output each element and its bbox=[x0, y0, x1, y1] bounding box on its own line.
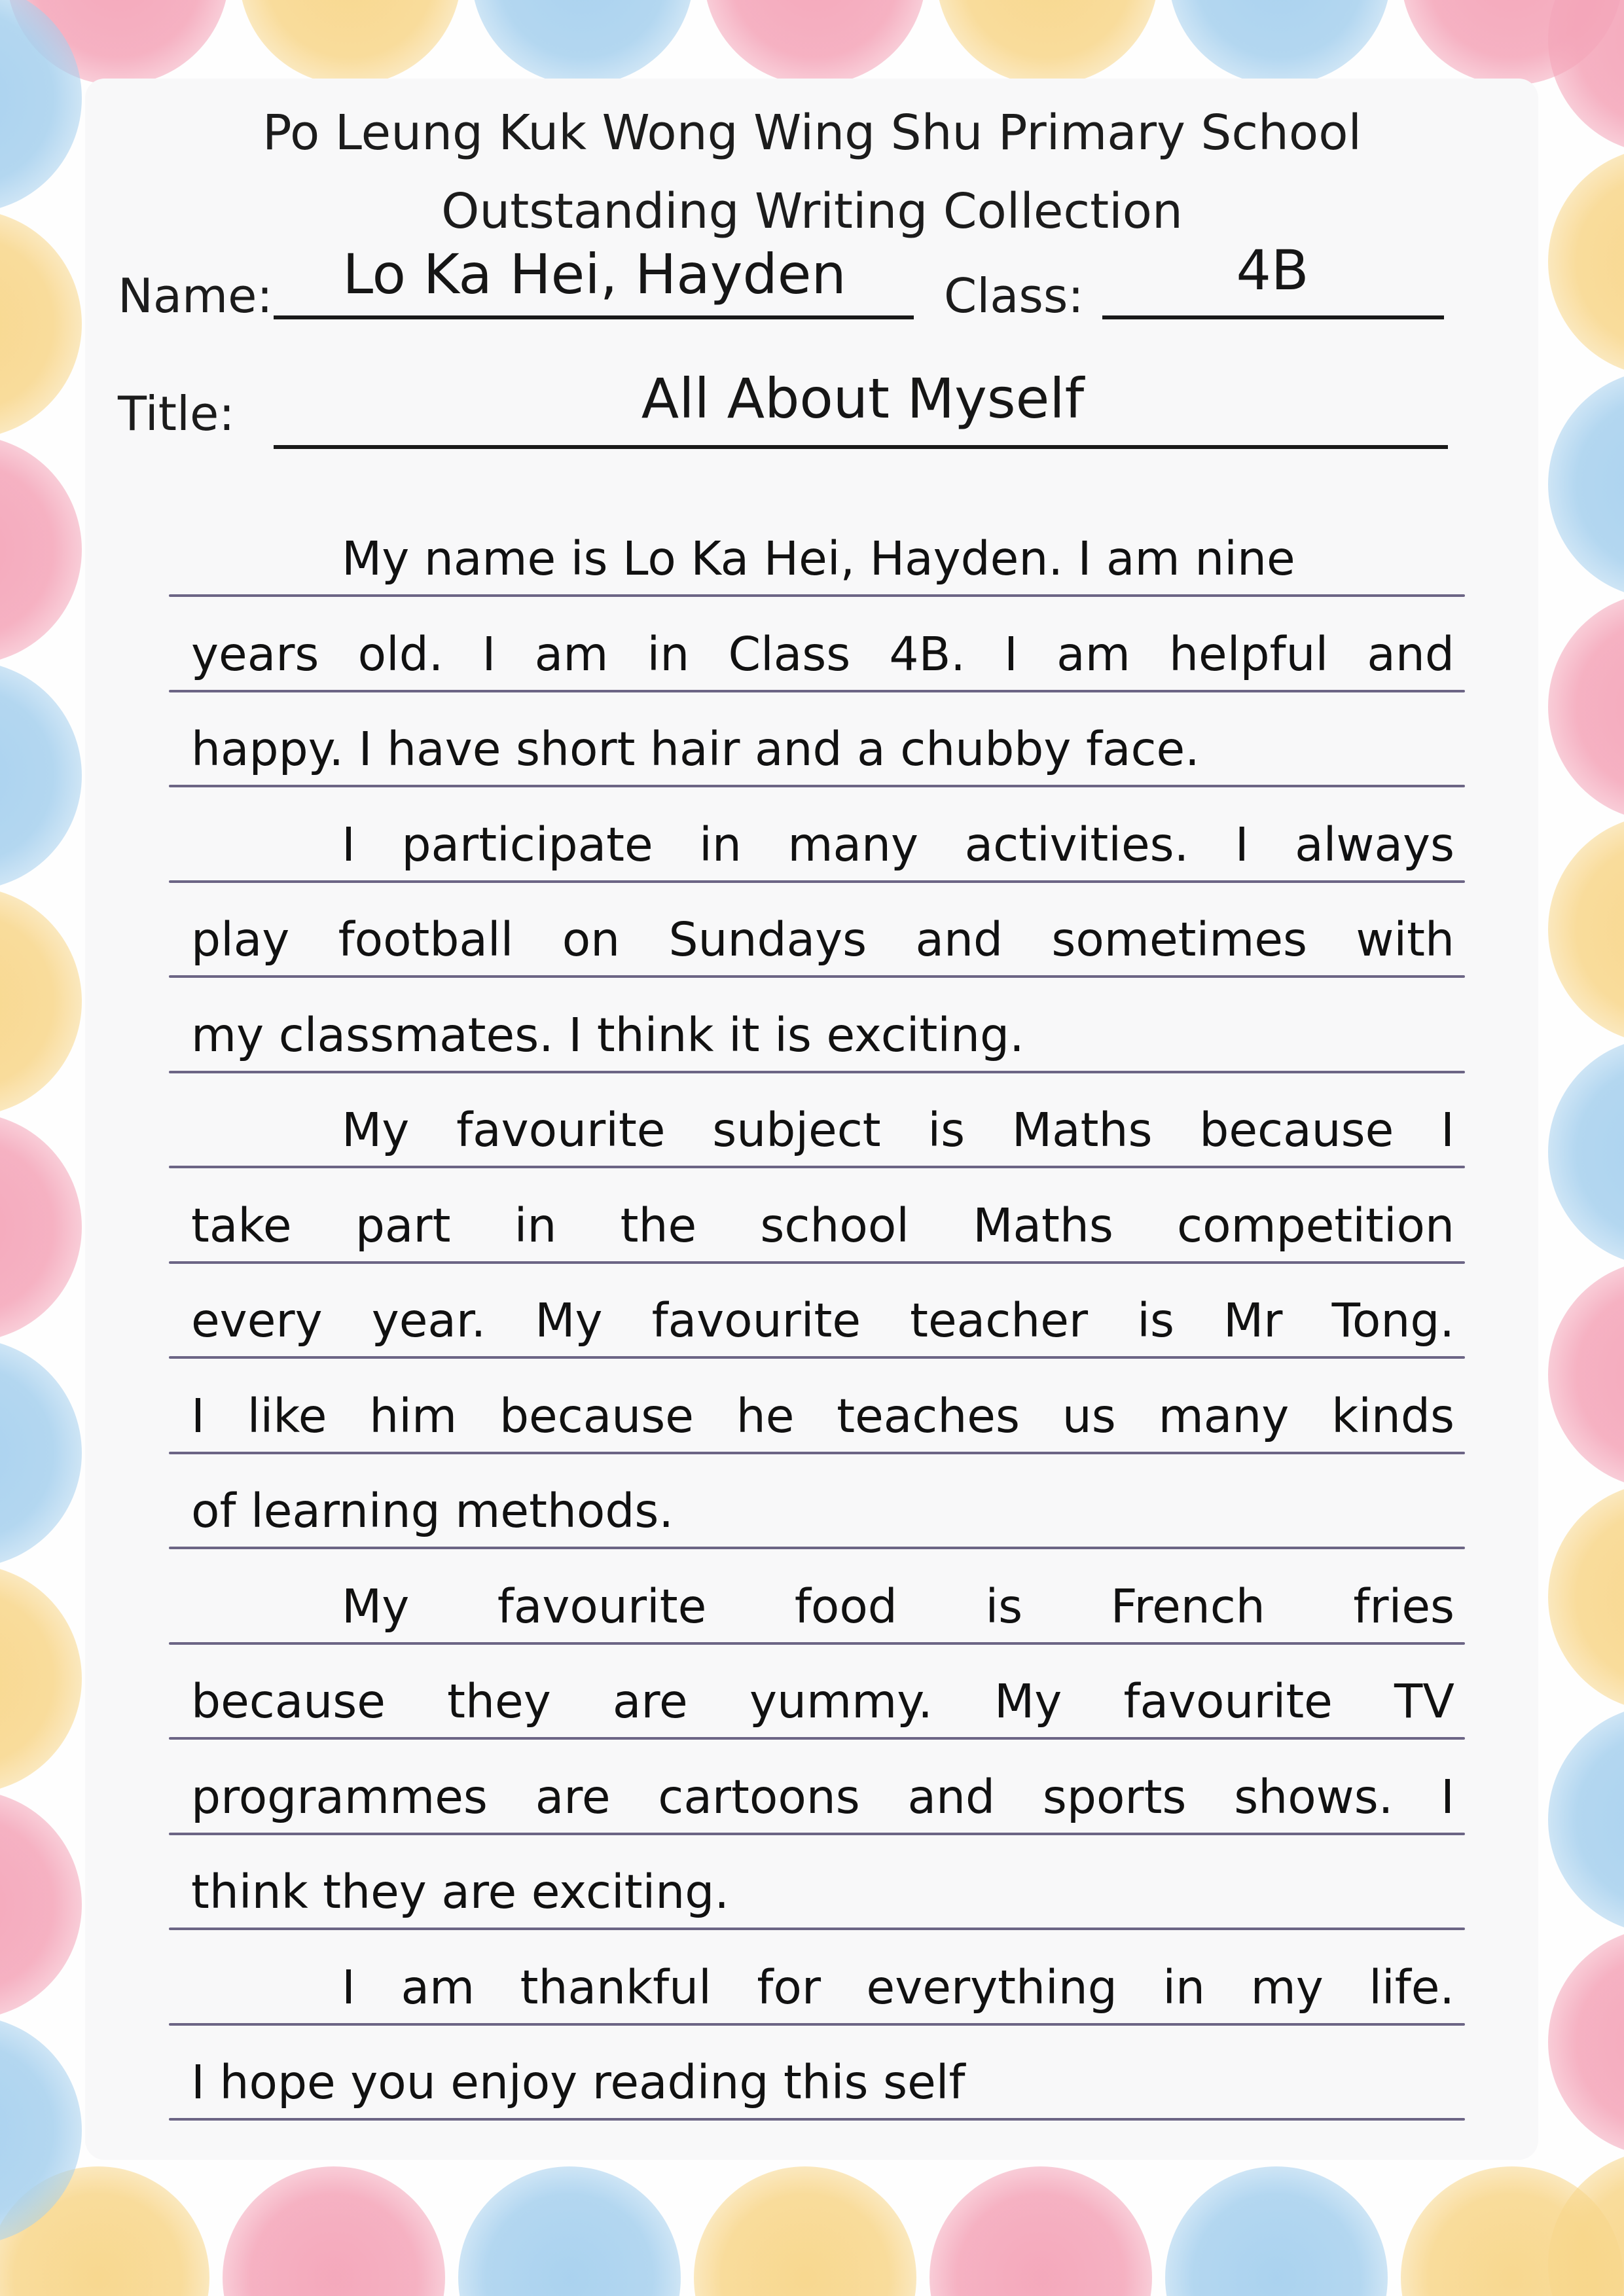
border-dot-right bbox=[1548, 370, 1624, 599]
border-dot-top bbox=[936, 0, 1159, 85]
essay-line: My name is Lo Ka Hei, Hayden. I am nine bbox=[342, 531, 1295, 586]
border-dot-left bbox=[0, 887, 82, 1116]
border-dot-left bbox=[0, 661, 82, 890]
essay-line: I hope you enjoy reading this self bbox=[191, 2055, 965, 2109]
class-value: 4B bbox=[1236, 238, 1309, 302]
name-label: Name: bbox=[118, 268, 273, 323]
border-dot-top bbox=[471, 0, 694, 85]
border-dot-right bbox=[1548, 2150, 1624, 2296]
ruled-line bbox=[169, 1166, 1465, 1168]
border-dot-bottom bbox=[458, 2166, 681, 2296]
border-dot-right bbox=[1548, 815, 1624, 1044]
class-label: Class: bbox=[944, 268, 1084, 323]
class-underline bbox=[1102, 315, 1444, 319]
ruled-line bbox=[169, 1642, 1465, 1645]
ruled-line bbox=[169, 1071, 1465, 1073]
border-dot-right bbox=[1548, 147, 1624, 376]
border-dot-bottom bbox=[1165, 2166, 1388, 2296]
essay-line: take part in the school Maths competition bbox=[191, 1198, 1454, 1253]
border-dot-right bbox=[1548, 1482, 1624, 1712]
essay-line: happy. I have short hair and a chubby face. bbox=[191, 722, 1200, 776]
border-dot-bottom bbox=[694, 2166, 916, 2296]
ruled-line bbox=[169, 2118, 1465, 2121]
border-dot-left bbox=[0, 209, 82, 439]
essay-line: because they are yummy. My favourite TV bbox=[191, 1674, 1454, 1729]
essay-title: All About Myself bbox=[641, 367, 1085, 431]
essay-line: My favourite food is French fries bbox=[342, 1579, 1454, 1634]
ruled-line bbox=[169, 1261, 1465, 1264]
essay-line: of learning methods. bbox=[191, 1484, 674, 1538]
border-dot-top bbox=[1168, 0, 1391, 85]
border-dot-bottom bbox=[223, 2166, 445, 2296]
essay-line: I am thankful for everything in my life. bbox=[342, 1960, 1454, 2015]
border-dot-left bbox=[0, 1113, 82, 1342]
school-name: Po Leung Kuk Wong Wing Shu Primary School bbox=[262, 105, 1362, 161]
ruled-line bbox=[169, 1547, 1465, 1549]
ruled-line bbox=[169, 1356, 1465, 1359]
border-dot-right bbox=[1548, 1260, 1624, 1489]
title-underline bbox=[274, 445, 1448, 449]
ruled-line bbox=[169, 880, 1465, 883]
border-dot-left bbox=[0, 1338, 82, 1568]
ruled-line bbox=[169, 1928, 1465, 1930]
name-underline bbox=[274, 315, 914, 319]
essay-line: My favourite subject is Maths because I bbox=[342, 1103, 1454, 1157]
essay-line: I like him because he teaches us many kinds bbox=[191, 1388, 1454, 1443]
title-label: Title: bbox=[118, 386, 235, 441]
essay-line: every year. My favourite teacher is Mr Tong. bbox=[191, 1293, 1454, 1348]
essay-line: programmes are cartoons and sports shows. I bbox=[191, 1769, 1454, 1824]
border-dot-top bbox=[704, 0, 926, 85]
ruled-line bbox=[169, 2023, 1465, 2026]
essay-line: I participate in many activities. I always bbox=[342, 817, 1454, 872]
ruled-line bbox=[169, 690, 1465, 692]
ruled-line bbox=[169, 1833, 1465, 1835]
name-value: Lo Ka Hei, Hayden bbox=[342, 242, 846, 306]
ruled-line bbox=[169, 594, 1465, 597]
ruled-line bbox=[169, 975, 1465, 978]
collection-title: Outstanding Writing Collection bbox=[441, 183, 1183, 240]
essay-line: my classmates. I think it is exciting. bbox=[191, 1007, 1024, 1062]
border-dot-right bbox=[1548, 1037, 1624, 1266]
border-dot-bottom bbox=[929, 2166, 1152, 2296]
border-dot-left bbox=[0, 435, 82, 664]
border-dot-left bbox=[0, 1564, 82, 1793]
border-dot-right bbox=[1548, 1928, 1624, 2157]
ruled-line bbox=[169, 785, 1465, 787]
ruled-line bbox=[169, 1737, 1465, 1740]
essay-line: years old. I am in Class 4B. I am helpful and bbox=[191, 626, 1454, 681]
ruled-line bbox=[169, 1452, 1465, 1454]
essay-line: play football on Sundays and sometimes with bbox=[191, 912, 1454, 967]
border-dot-top bbox=[239, 0, 461, 85]
border-dot-right bbox=[1548, 1705, 1624, 1934]
essay-line: think they are exciting. bbox=[191, 1865, 729, 1919]
border-dot-right bbox=[1548, 592, 1624, 821]
border-dot-left bbox=[0, 1790, 82, 2019]
